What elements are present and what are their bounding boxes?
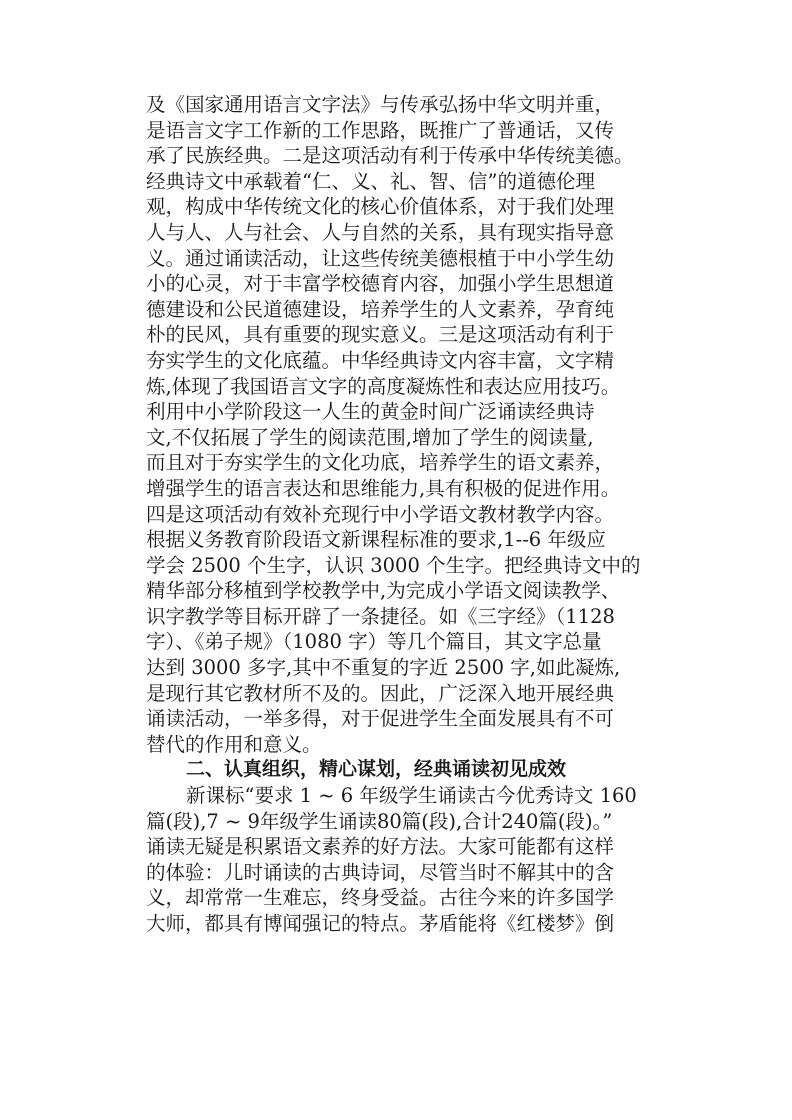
text-line: 大师，都具有博闻强记的特点。茅盾能将《红楼梦》倒 — [146, 912, 615, 935]
text-line: 夯实学生的文化底蕴。中华经典诗文内容丰富，文字精 — [146, 348, 615, 372]
text-line: 是语言文字工作新的工作思路，既推广了普通话，又传 — [146, 118, 615, 142]
body-text — [146, 92, 656, 937]
text-line: 新课标“要求 1 ~ 6 年级学生诵读古今优秀诗文 160 — [186, 784, 637, 808]
section-heading: 二、认真组织，精心谋划，经典诵读初见成效 — [186, 758, 567, 781]
text-line: 诵读无疑是积累语文素养的好方法。大家可能都有这样 — [146, 835, 615, 859]
text-line: 义。通过诵读活动，让这些传统美德根植于中小学生幼 — [146, 246, 615, 270]
text-line: 观，构成中华传统文化的核心价值体系，对于我们处理 — [146, 195, 615, 219]
text-line: 四是这项活动有效补充现行中小学语文教材教学内容。 — [146, 502, 615, 526]
text-line: 义，却常常一生难忘，终身受益。古往今来的许多国学 — [146, 886, 615, 910]
text-line: 朴的民风，具有重要的现实意义。三是这项活动有利于 — [146, 323, 615, 347]
text-line: 文,不仅拓展了学生的阅读范围,增加了学生的阅读量, — [146, 425, 594, 449]
text-line: 增强学生的语言表达和思维能力,具有积极的促进作用。 — [146, 476, 621, 500]
text-line: 及《国家通用语言文字法》与传承弘扬中华文明并重， — [146, 93, 615, 116]
text-line: 德建设和公民道德建设，培养学生的人文素养，孕育纯 — [146, 297, 615, 321]
text-line: 的体验：儿时诵读的古典诗词，尽管当时不解其中的含 — [146, 860, 615, 884]
text-line: 是现行其它教材所不及的。因此，广泛深入地开展经典 — [146, 681, 615, 705]
text-line: 篇(段),7 ~ 9年级学生诵读80篇(段),合计240篇(段)。” — [146, 809, 613, 833]
text-line: 炼,体现了我国语言文字的高度凝炼性和表达应用技巧。 — [146, 374, 621, 398]
text-line: 而且对于夯实学生的文化功底，培养学生的语文素养， — [146, 451, 615, 475]
text-line: 利用中小学阶段这一人生的黄金时间广泛诵读经典诗 — [146, 400, 595, 424]
text-line: 经典诗文中承载着“仁、义、礼、智、信”的道德伦理 — [146, 169, 595, 193]
text-line: 诵读活动，一举多得，对于促进学生全面发展具有不可 — [146, 707, 615, 731]
text-line: 人与人、人与社会、人与自然的关系，具有现实指导意 — [146, 220, 615, 244]
text-line: 识字教学等目标开辟了一条捷径。如《三字经》（1128 — [146, 604, 615, 628]
text-line: 学会 2500 个生字，认识 3000 个生字。把经典诗文中的 — [146, 553, 641, 577]
text-line: 精华部分移植到学校教学中,为完成小学语文阅读教学、 — [146, 579, 621, 603]
text-line: 承了民族经典。二是这项活动有利于传承中华传统美德。 — [146, 144, 634, 168]
text-line: 小的心灵，对于丰富学校德育内容，加强小学生思想道 — [146, 272, 615, 296]
text-line: 达到 3000 多字,其中不重复的字近 2500 字,如此凝炼, — [146, 656, 621, 680]
text-line: 根据义务教育阶段语文新课程标准的要求,1--6 年级应 — [146, 528, 606, 552]
text-line: 字）、《弟子规》（1080 字）等几个篇目，其文字总量 — [146, 630, 602, 654]
text-line: 替代的作用和意义。 — [146, 732, 322, 756]
